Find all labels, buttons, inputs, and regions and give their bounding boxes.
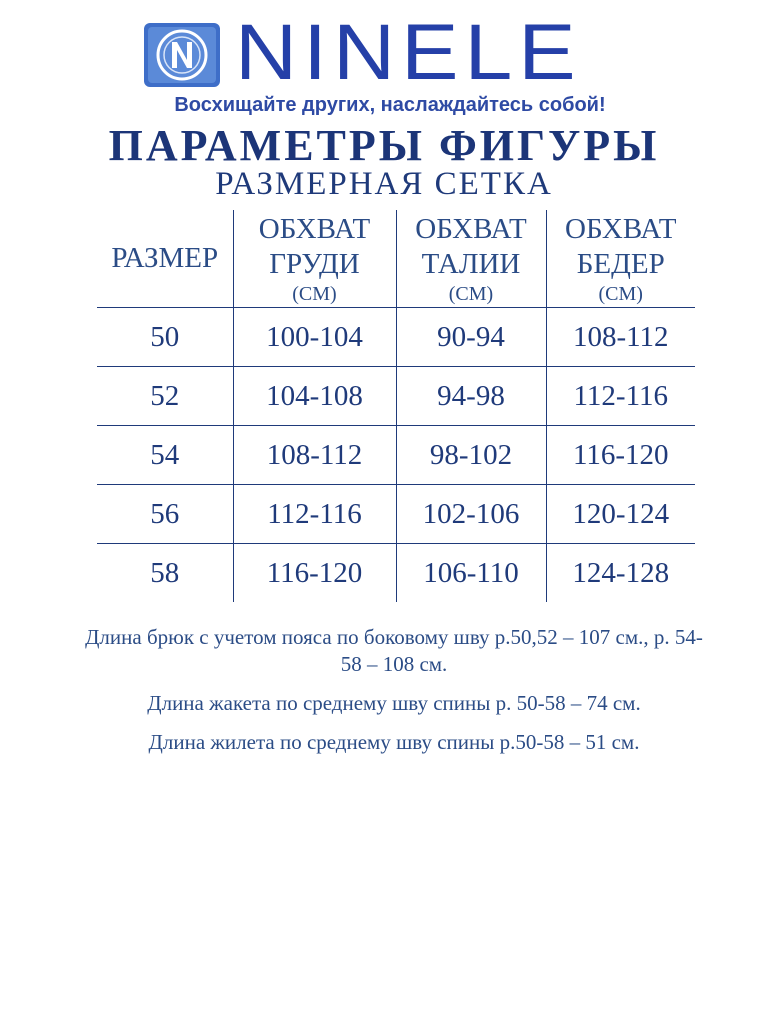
page-subtitle: РАЗМЕРНАЯ СЕТКА — [215, 166, 553, 202]
cell-hips: 108-112 — [546, 308, 695, 367]
cell-size: 50 — [97, 308, 233, 367]
brand-slogan: Восхищайте других, наслаждайтесь собой! — [174, 94, 606, 116]
table-row — [97, 367, 695, 426]
ninele-logo-mark-icon — [143, 22, 221, 88]
cell-chest: 104-108 — [233, 367, 396, 426]
cell-chest: 100-104 — [233, 308, 396, 367]
cell-chest: 108-112 — [233, 426, 396, 485]
cell-chest: 116-120 — [233, 544, 396, 603]
size-chart-table — [97, 210, 695, 602]
cell-hips: 120-124 — [546, 485, 695, 544]
cell-size: 54 — [97, 426, 233, 485]
cell-size: 52 — [97, 367, 233, 426]
cell-waist: 98-102 — [396, 426, 546, 485]
note-jacket-length: Длина жакета по среднему шву спины р. 50-58 – 74 см. — [147, 691, 641, 715]
cell-hips: 116-120 — [546, 426, 695, 485]
size-notes — [80, 624, 708, 768]
cell-hips: 112-116 — [546, 367, 695, 426]
cell-size: 56 — [97, 485, 233, 544]
header-waist: ОБХВАТ ТАЛИИ (СМ) — [396, 210, 546, 308]
table-row — [97, 544, 695, 603]
brand-logo — [143, 8, 643, 97]
cell-waist: 94-98 — [396, 367, 546, 426]
page-title: ПАРАМЕТРЫ ФИГУРЫ — [108, 121, 660, 170]
table-row — [97, 485, 695, 544]
cell-size: 58 — [150, 556, 180, 589]
header-hips: ОБХВАТ БЕДЕР (СМ) — [546, 210, 695, 308]
note-vest-length: Длина жилета по среднему шву спины р.50-58 – 51 см. — [148, 730, 640, 754]
cell-waist: 106-110 — [396, 544, 546, 603]
table-header-row — [97, 210, 695, 308]
header-size: РАЗМЕР — [97, 210, 233, 308]
cell-hips: 124-128 — [546, 544, 695, 603]
cell-waist: 102-106 — [396, 485, 546, 544]
header-chest: ОБХВАТ ГРУДИ (СМ) — [233, 210, 396, 308]
table-row — [97, 308, 695, 367]
brand-name: NINELE — [235, 8, 582, 97]
note-trousers-length: Длина брюк с учетом пояса по боковому шву р.50,52 – 107 см., р. 54-58 – 108 см. — [85, 625, 703, 676]
cell-chest: 112-116 — [233, 485, 396, 544]
cell-waist: 90-94 — [396, 308, 546, 367]
table-row — [97, 426, 695, 485]
